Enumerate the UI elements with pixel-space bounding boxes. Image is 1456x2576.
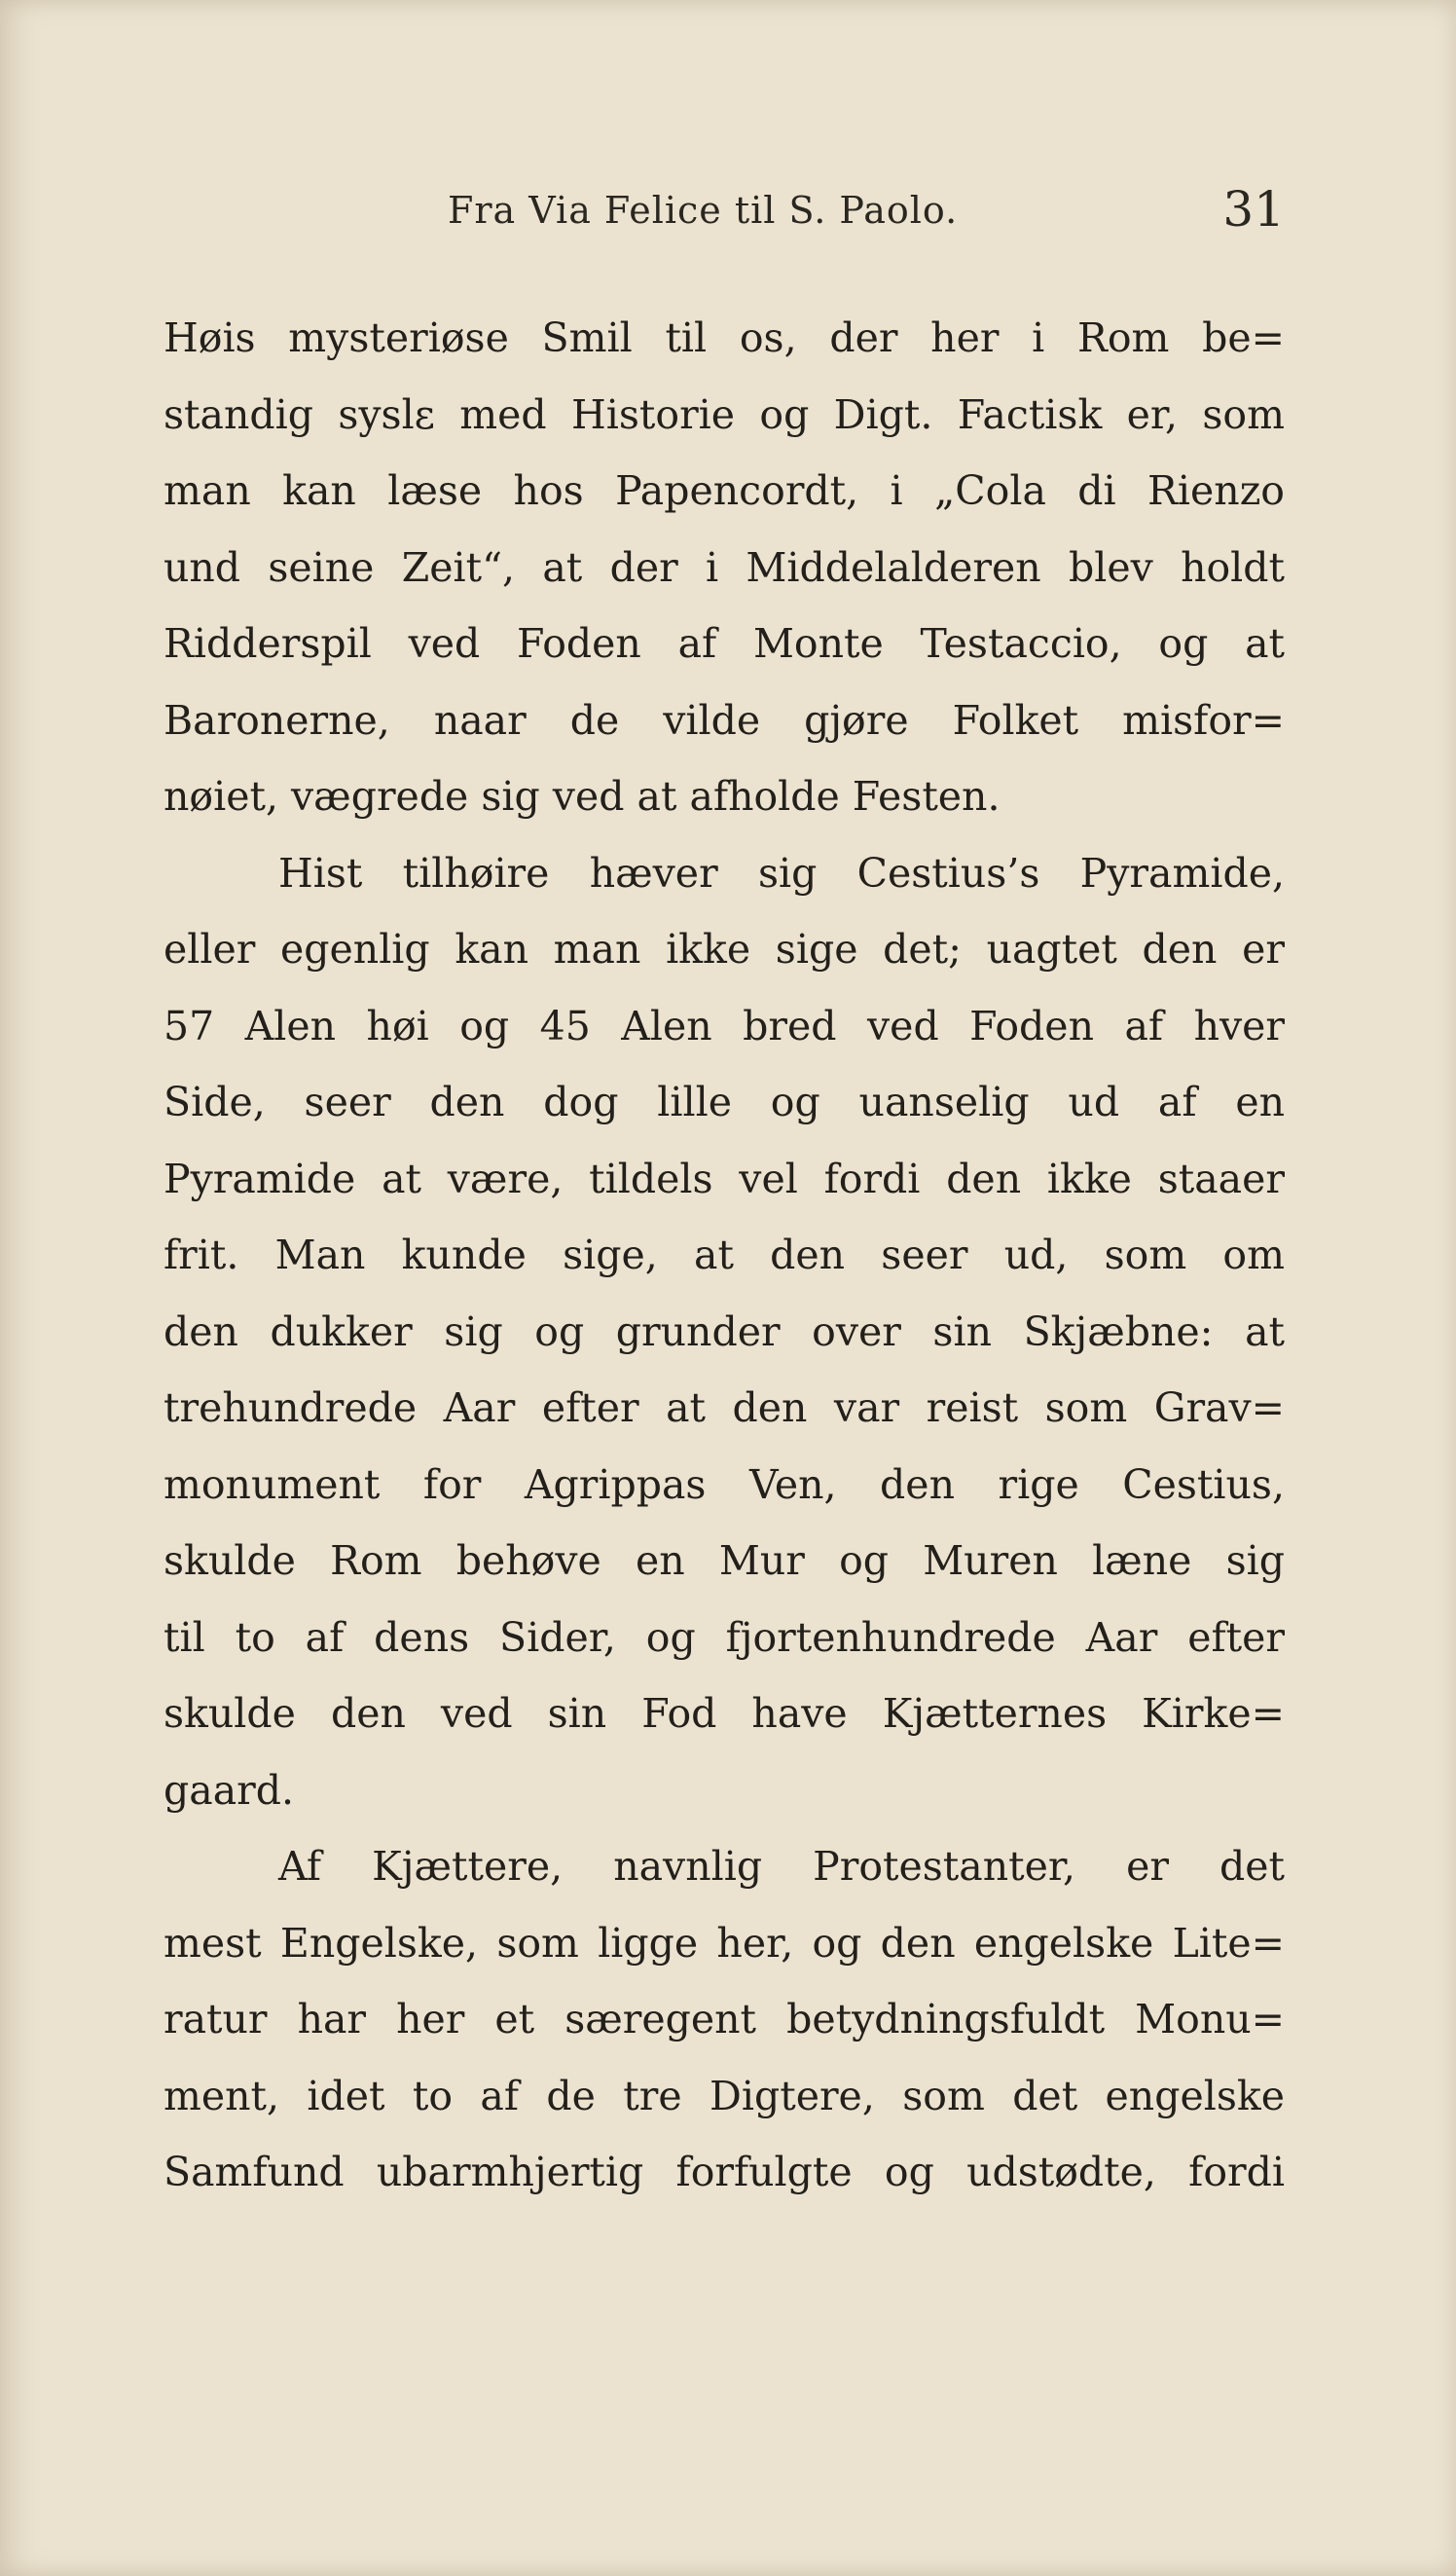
text-line: til to af dens Sider, og fjortenhundrede Aar efter [164,1613,1285,1661]
text-line: Side, seer den dog lille og uanselig ud af en [164,1079,1285,1125]
text-line: ratur har her et særegent betydningsfuldt Monu= [164,1996,1285,2042]
text-line: monument for Agrippas Ven, den rige Cestius, [164,1460,1285,1508]
text-line: skulde den ved sin Fod have Kjætternes Kirke= [164,1690,1285,1737]
text-line: 57 Alen høi og 45 Alen bred ved Foden af hver [164,1002,1285,1049]
page-number: 31 [1222,181,1285,238]
text-line: frit. Man kunde sige, at den seer ud, som om [164,1232,1285,1278]
text-line: ment, idet to af de tre Digtere, som det engelske [164,2072,1285,2119]
paragraph-3 [164,1828,1285,2211]
text-line: nøiet, vægrede sig ved at afholde Festen. [164,773,1001,820]
text-line: Pyramide at være, tildels vel fordi den ikke staaer [164,1155,1285,1202]
text-line: den dukker sig og grunder over sin Skjæbne: at [164,1307,1285,1355]
text-line: standig syslε med Historie og Digt. Factisk er, som [164,390,1285,438]
text-line: Hist tilhøire hæver sig Cestius’s Pyramide, [278,849,1285,897]
body-text [164,300,1285,2211]
running-title: Fra Via Felice til S. Paolo. [448,189,959,232]
text-line: Høis mysteriøse Smil til os, der her i Rom be= [164,314,1285,361]
text-line: Af Kjættere, navnlig Protestanter, er det [278,1843,1285,1890]
text-line: Samfund ubarmhjertig forfulgte og udstødte, fordi [164,2149,1285,2195]
text-line: Baronerne, naar de vilde gjøre Folket misfor= [164,696,1285,744]
text-line: eller egenlig kan man ikke sige det; uagtet den er [164,926,1285,973]
text-line: Ridderspil ved Foden af Monte Testaccio, og at [164,620,1285,667]
text-line: man kan læse hos Papencordt, i „Cola di Rienzo [164,467,1285,514]
paragraph-2 [164,835,1285,1829]
text-line: mest Engelske, som ligge her, og den engelske Lite= [164,1919,1285,1967]
text-line: trehundrede Aar efter at den var reist som Grav= [164,1384,1285,1431]
text-line: skulde Rom behøve en Mur og Muren læne sig [164,1537,1285,1584]
text-line: gaard. [164,1766,295,1814]
page-header [165,181,1285,249]
paragraph-1 [164,300,1285,835]
text-line: und seine Zeit“, at der i Middelalderen blev holdt [164,543,1285,591]
